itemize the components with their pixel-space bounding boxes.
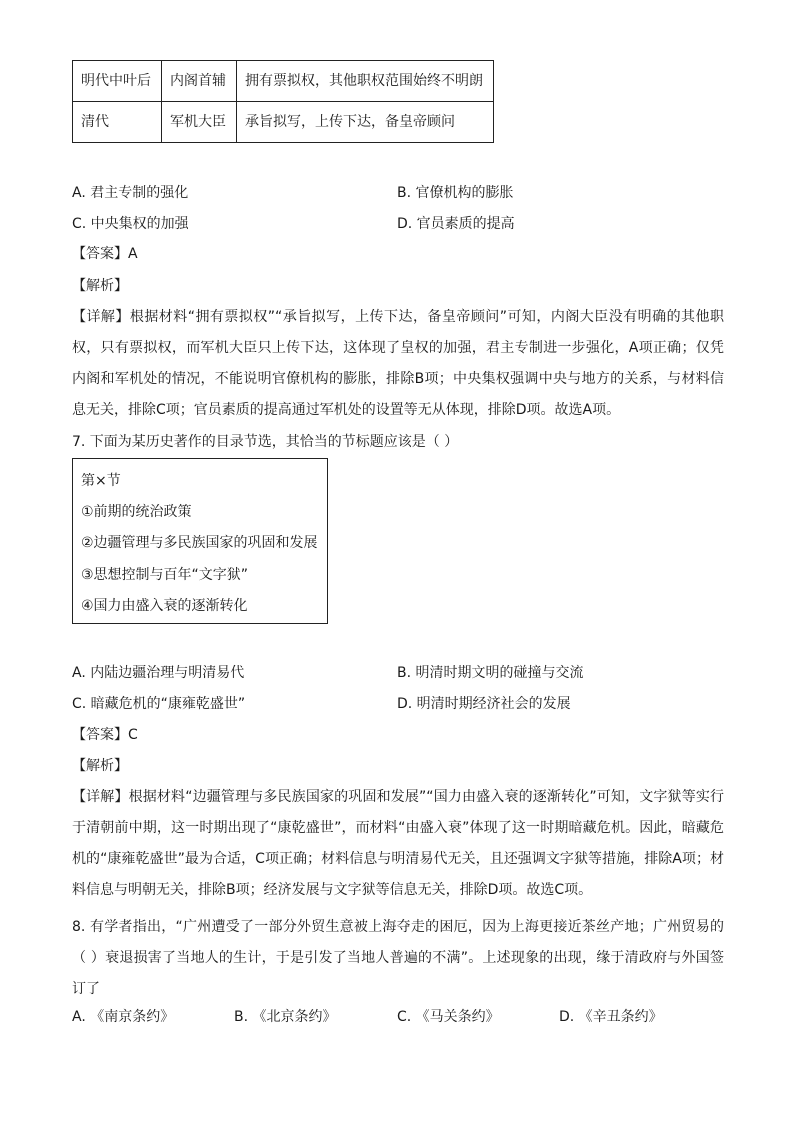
q7-option-b: B. 明清时期文明的碰撞与交流 (397, 665, 584, 681)
q6-analysis-label: 【解析】 (72, 278, 128, 294)
q6-option-a: A. 君主专制的强化 (72, 185, 189, 201)
q6-answer: 【答案】A (72, 246, 138, 262)
q7-option-c: C. 暗藏危机的“康雍乾盛世” (72, 696, 246, 712)
q6-detail: 【详解】根据材料“拥有票拟权”“承旨拟写，上传下达，备皇帝顾问”可知，内阁大臣没有明确的其他职权，只有票拟权，而军机大臣只上传下达，这体现了皇权的加强，君主专制进一步强化，A项正确；仅凭内阁和军机处的情况，不能说明官僚机构的膨胀，排除B项；中央集权强调中央与地方的关系，与材料信息无关，排除C项；官员素质的提高通过军机处的设置等无从体现，排除D项。故选A项。 (72, 309, 724, 418)
table-cell: 清代 (73, 102, 162, 143)
q7-option-d: D. 明清时期经济社会的发展 (397, 696, 571, 712)
table-cell: 军机大臣 (162, 102, 237, 143)
toc-line: ①前期的统治政策 (81, 504, 192, 520)
q8-option-b: B. 《北京条约》 (234, 1009, 337, 1025)
official-comparison-table (72, 60, 494, 143)
q6-option-b: B. 官僚机构的膨胀 (397, 185, 514, 201)
q7-toc-box (72, 458, 328, 624)
toc-line: 第×节 (81, 473, 121, 489)
q6-option-d: D. 官员素质的提高 (397, 216, 515, 232)
table-cell: 承旨拟写，上传下达，备皇帝顾问 (237, 102, 494, 143)
q8-option-a: A. 《南京条约》 (72, 1009, 175, 1025)
q7-analysis-label: 【解析】 (72, 758, 128, 774)
toc-line: ②边疆管理与多民族国家的巩固和发展 (81, 535, 318, 551)
q8-option-c: C. 《马关条约》 (397, 1009, 500, 1025)
q7-answer: 【答案】C (72, 727, 138, 743)
table-row (73, 102, 494, 143)
q6-option-c: C. 中央集权的加强 (72, 216, 189, 232)
q7-option-a: A. 内陆边疆治理与明清易代 (72, 665, 245, 681)
toc-line: ③思想控制与百年“文字狱” (81, 567, 249, 583)
table-cell: 内阁首辅 (162, 61, 237, 102)
q7-stem: 7. 下面为某历史著作的目录节选，其恰当的节标题应该是（ ） (72, 434, 459, 450)
table-row (73, 61, 494, 102)
table-cell: 明代中叶后 (73, 61, 162, 102)
table-cell: 拥有票拟权，其他职权范围始终不明朗 (237, 61, 494, 102)
q7-detail: 【详解】根据材料“边疆管理与多民族国家的巩固和发展”“国力由盛入衰的逐渐转化”可知，文字狱等实行于清朝前中期，这一时期出现了“康乾盛世”，而材料“由盛入衰”体现了这一时期暗藏危机。因此，暗藏危机的“康雍乾盛世”最为合适，C项正确；材料信息与明清易代无关，且还强调文字狱等措施，排除A项；材料信息与明朝无关，排除B项；经济发展与文字狱等信息无关，排除D项。故选C项。 (72, 789, 724, 898)
toc-line: ④国力由盛入衰的逐渐转化 (81, 598, 248, 614)
q8-stem: 8. 有学者指出，“广州遭受了一部分外贸生意被上海夺走的困厄，因为上海更接近茶丝产地；广州贸易的（ ）衰退损害了当地人的生计，于是引发了当地人普遍的不满”。上述现象的出现，缘于清政府与外国签订了 (72, 919, 724, 997)
q8-option-d: D. 《辛丑条约》 (559, 1009, 663, 1025)
